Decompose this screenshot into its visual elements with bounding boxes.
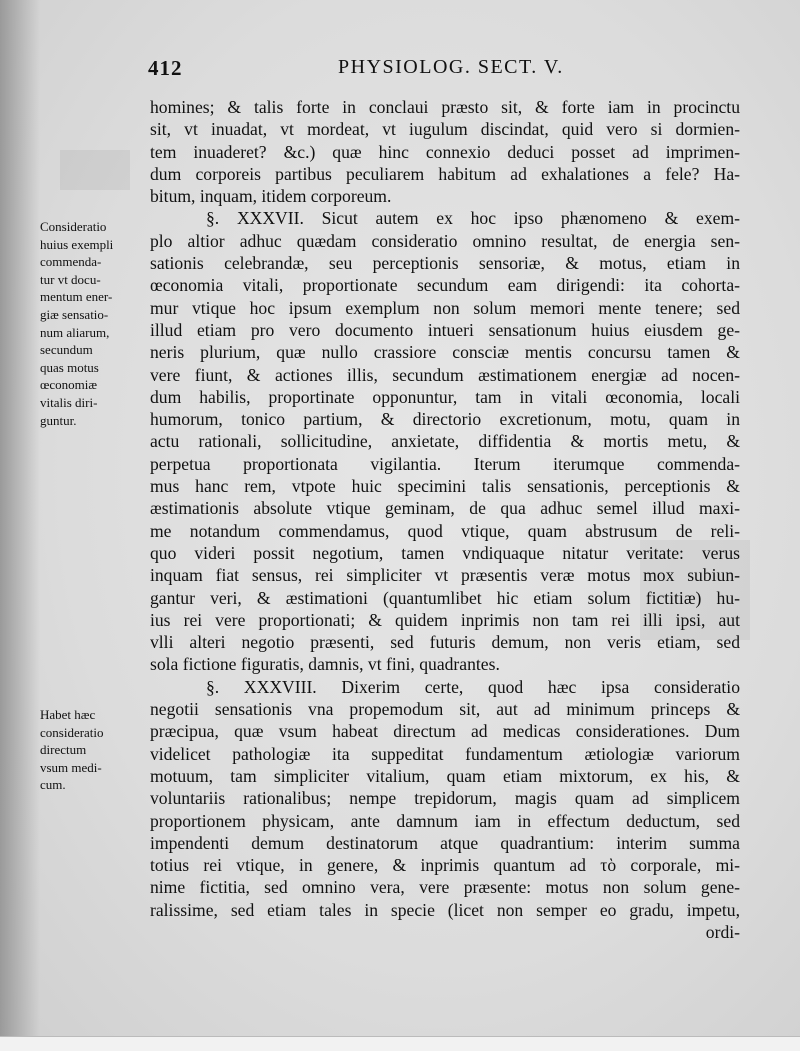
margin-note-line: vsum medi- [40,759,102,775]
text-line: perpetua proportionata vigilantia. Iterum iterumque commenda- [150,453,740,474]
text-line: æstimationis absolute vtique geminam, de qua adhuc semel illud maxi- [150,498,740,519]
text-line: actu rationali, sollicitudine, anxietate, diffidentia & mortis metu, & [150,431,740,452]
text-line: inquam fiat sensus, rei simpliciter vt præsentis veræ motus mox subiun- [150,565,740,586]
section-heading-line: §. XXXVIII. Dixerim certe, quod hæc ipsa consideratio [206,676,740,697]
margin-note-line: num aliarum, [40,324,110,340]
text-line: nime fictitia, sed omnino vera, vere præsente: motus non solum gene- [150,877,740,898]
margin-note-line: secundum [40,342,93,358]
text-line: illud etiam pro vero documento intueri sensationum huius eiusdem ge- [150,319,740,340]
margin-note-1 [40,218,150,429]
text-line: ius rei vere proportionati; & quidem inprimis non tam rei illi ipsi, aut [150,609,740,630]
margin-note-2 [40,706,150,794]
text-line: œconomia vitali, proportionate secundum eam dirigendi: ita cohorta- [150,275,740,296]
text-line: plo altior adhuc quædam consideratio omnino resultat, de energia sen- [150,230,740,251]
margin-note-line: vitalis diri- [40,394,98,410]
margin-note-line: commenda- [40,254,102,270]
running-title: PHYSIOLOG. SECT. V. [338,56,564,78]
text-line: impendenti demum destinatorum atque quadrantium: interim summa [150,832,740,853]
margin-note-line: directum [40,742,87,758]
margin-note-line: Habet hæc [40,707,96,722]
text-line: sit, vt inuadat, vt mordeat, vt iugulum discindat, quid vero si dormien- [150,119,740,140]
margin-note-line: giæ sensatio- [40,306,109,322]
page-number: 412 [148,56,183,80]
margin-note-line: mentum ener- [40,289,113,305]
text-line: sola fictione figuratis, damnis, vt fini, quadrantes. [150,654,500,675]
text-line: quo videri possit negotium, tamen vndiquaque nitatur veritate: verus [150,542,740,563]
margin-note-line: cum. [40,777,66,793]
text-line: videlicet pathologiæ ita suppeditat fundamentum ætiologiæ variorum [150,743,740,764]
catchword: ordi- [705,921,740,942]
text-line: tem inuaderet? &c.) quæ hinc connexio deduci posset ad imprimen- [150,141,740,162]
gutter-shadow [0,0,40,1051]
section-heading-line: §. XXXVII. Sicut autem ex hoc ipso phænomeno & exem- [206,208,740,229]
margin-note-line: consideratio [40,724,104,740]
text-line: voluntariis rationalibus; nempe trepidorum, magis quam ad simplicem [150,788,740,809]
margin-note-line: Consideratio [40,219,107,234]
margin-note-line: œconomiæ [40,377,98,393]
margin-note-line: quas motus [40,359,99,375]
margin-note-line: guntur. [40,412,77,428]
text-line: ralissime, sed etiam tales in specie (licet non semper eo gradu, impetu, [150,899,740,920]
text-line: præcipua, quæ vsum habeat directum ad medicas considerationes. Dum [150,721,740,742]
text-line: negotii sensationis vna propemodum sit, aut ad minimum princeps & [150,699,740,720]
text-line: humorum, tonico partium, & directorio excretionum, motu, quam in [150,409,740,430]
text-line: dum corporeis partibus peculiarem habitum ad exhalationes a fele? Ha- [150,163,740,184]
margin-note-line: huius exempli [40,236,114,252]
margin-note-line: tur vt docu- [40,271,101,287]
text-line: mur vtique hoc ipsum exemplum non solum memori mente tenere; sed [150,297,740,318]
text-line: bitum, inquam, itidem corporeum. [150,186,392,207]
text-line: vere fiunt, & actiones illis, secundum æstimationem energiæ ad nocen- [150,364,740,385]
text-line: dum habilis, proportinate opponuntur, tam in vitali œconomia, locali [150,386,740,407]
text-line: homines; & talis forte in conclaui præsto sit, & forte iam in procinctu [150,97,740,117]
text-line: motuum, tam simpliciter vitalium, quam etiam mixtorum, ex his, & [150,765,740,786]
bleed-through-shadow-1 [60,150,130,190]
text-line: proportionem physicam, ante damnum iam in effectum deductum, sed [150,810,740,831]
text-line: vlli alteri negotio præsenti, sed futuris demum, non veris etiam, sed [150,632,740,653]
main-text-column [150,96,740,943]
page-bottom-edge [0,1036,800,1051]
text-line: totius rei vtique, in genere, & inprimis quantum ad τὸ corporale, mi- [150,855,740,876]
text-line: gantur veri, & æstimationi (quantumlibet hic etiam solum fictitiæ) hu- [150,587,740,608]
text-line: sationis celebrandæ, seu perceptionis sensoriæ, & motus, etiam in [150,253,740,274]
text-line: mus hanc rem, vtpote huic speciminі talis sensationis, perceptionis & [150,476,740,497]
text-line: neris plurium, quæ nullo crassiore consciæ mentis concursu tamen & [150,342,740,363]
page-header [148,56,738,84]
text-line: me notandum commendamus, quod vtique, quam abstrusum de reli- [150,520,740,541]
